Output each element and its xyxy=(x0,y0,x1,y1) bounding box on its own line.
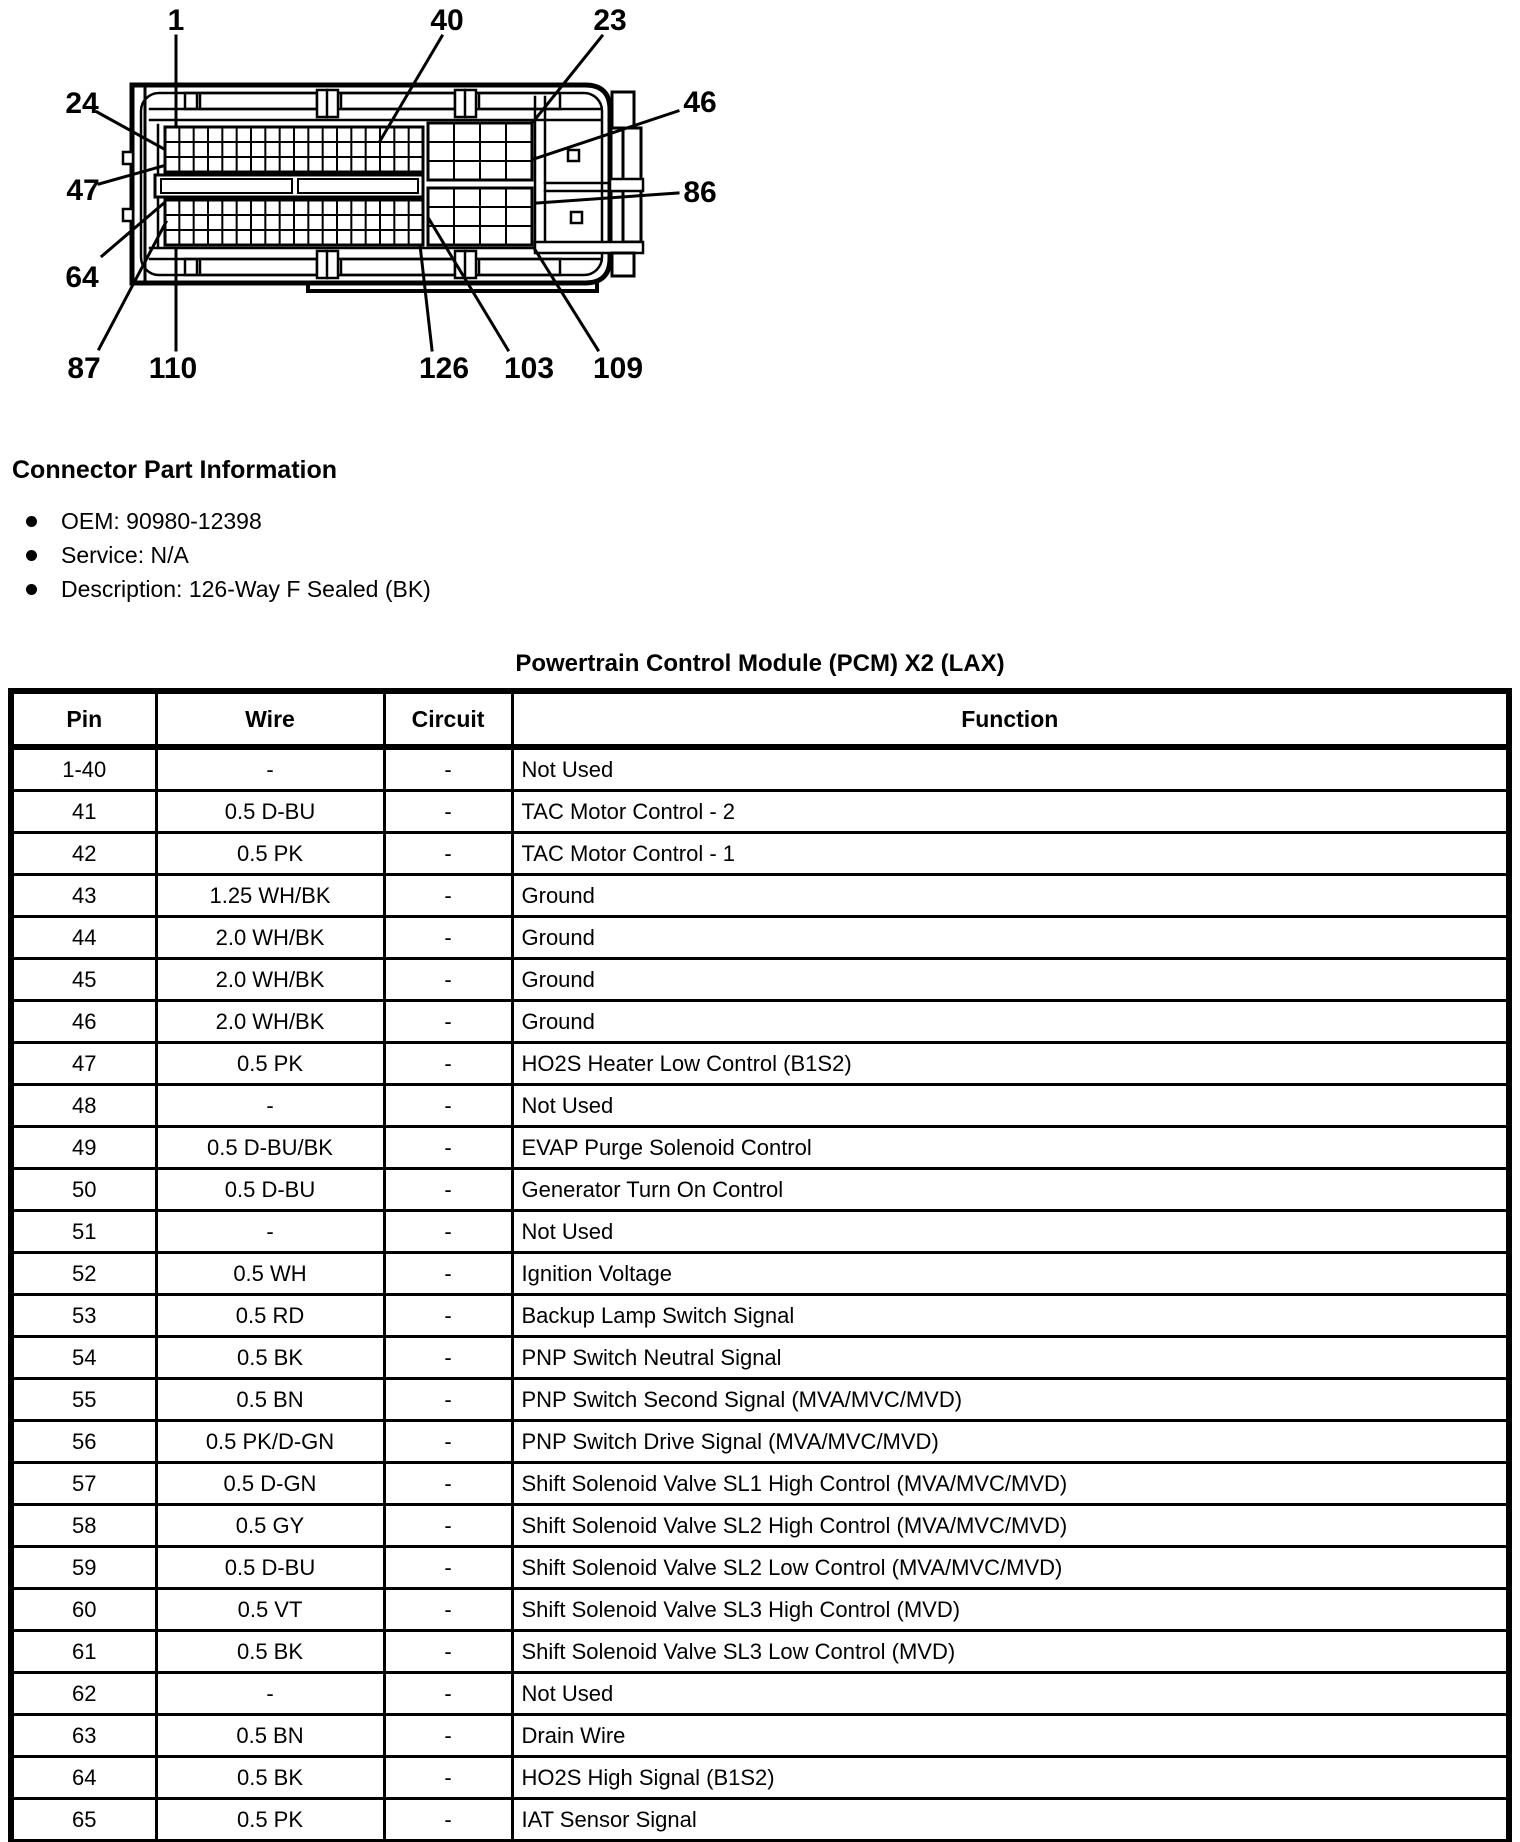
circuit-cell: - xyxy=(384,959,512,1001)
circuit-cell: - xyxy=(384,1547,512,1589)
pin-cell: 65 xyxy=(11,1799,156,1842)
function-cell: Not Used xyxy=(512,747,1509,791)
function-cell: TAC Motor Control - 1 xyxy=(512,833,1509,875)
wire-cell: 0.5 BN xyxy=(156,1715,384,1757)
pin-cell: 56 xyxy=(11,1421,156,1463)
wire-cell: 0.5 PK/D-GN xyxy=(156,1421,384,1463)
circuit-cell: - xyxy=(384,1799,512,1842)
pin-cell: 60 xyxy=(11,1589,156,1631)
circuit-cell: - xyxy=(384,1337,512,1379)
circuit-cell: - xyxy=(384,1505,512,1547)
function-cell: Drain Wire xyxy=(512,1715,1509,1757)
circuit-cell: - xyxy=(384,1001,512,1043)
pin-callout-label: 86 xyxy=(683,176,717,209)
table-row xyxy=(11,1295,1509,1337)
column-header-circuit: Circuit xyxy=(384,691,512,747)
circuit-cell: - xyxy=(384,1631,512,1673)
table-title: Powertrain Control Module (PCM) X2 (LAX) xyxy=(515,650,1005,677)
pin-callout-label: 103 xyxy=(503,352,555,385)
pin-cell: 54 xyxy=(11,1337,156,1379)
function-cell: PNP Switch Drive Signal (MVA/MVC/MVD) xyxy=(512,1421,1509,1463)
circuit-cell: - xyxy=(384,1673,512,1715)
circuit-cell: - xyxy=(384,917,512,959)
circuit-cell: - xyxy=(384,1127,512,1169)
pin-callout-label: 47 xyxy=(66,174,100,207)
column-header-function: Function xyxy=(512,691,1509,747)
part-info-text: Description: 126-Way F Sealed (BK) xyxy=(61,576,431,602)
pin-cell: 64 xyxy=(11,1757,156,1799)
pin-callout-label: 46 xyxy=(683,86,717,119)
bullet-icon xyxy=(26,516,37,527)
table-row xyxy=(11,959,1509,1001)
circuit-cell: - xyxy=(384,1589,512,1631)
pin-callout-label: 64 xyxy=(65,261,99,294)
pinout-table xyxy=(8,688,1512,1842)
table-row xyxy=(11,1673,1509,1715)
wire-cell: 0.5 BK xyxy=(156,1631,384,1673)
table-row xyxy=(11,747,1509,791)
function-cell: Shift Solenoid Valve SL1 High Control (MVA/MVC/MVD) xyxy=(512,1463,1509,1505)
pin-callout-label: 126 xyxy=(418,352,470,385)
table-row xyxy=(11,1547,1509,1589)
pin-cell: 47 xyxy=(11,1043,156,1085)
pin-cell: 53 xyxy=(11,1295,156,1337)
function-cell: Ground xyxy=(512,1001,1509,1043)
pin-cell: 62 xyxy=(11,1673,156,1715)
pin-cell: 48 xyxy=(11,1085,156,1127)
pin-cell: 59 xyxy=(11,1547,156,1589)
table-row xyxy=(11,1379,1509,1421)
function-cell: Shift Solenoid Valve SL3 Low Control (MVD) xyxy=(512,1631,1509,1673)
wire-cell: 0.5 PK xyxy=(156,1043,384,1085)
table-row xyxy=(11,1043,1509,1085)
pinout-table-body xyxy=(11,747,1509,1842)
pin-cell: 1-40 xyxy=(11,747,156,791)
pin-cell: 42 xyxy=(11,833,156,875)
function-cell: Ignition Voltage xyxy=(512,1253,1509,1295)
table-row xyxy=(11,1421,1509,1463)
pin-cell: 44 xyxy=(11,917,156,959)
part-info-item xyxy=(26,509,431,533)
wire-cell: - xyxy=(156,1673,384,1715)
table-row xyxy=(11,1211,1509,1253)
table-row xyxy=(11,1127,1509,1169)
function-cell: Not Used xyxy=(512,1211,1509,1253)
circuit-cell: - xyxy=(384,833,512,875)
wire-cell: 0.5 D-BU xyxy=(156,791,384,833)
function-cell: Backup Lamp Switch Signal xyxy=(512,1295,1509,1337)
function-cell: Ground xyxy=(512,875,1509,917)
wire-cell: - xyxy=(156,747,384,791)
pin-cell: 61 xyxy=(11,1631,156,1673)
bullet-icon xyxy=(26,550,37,561)
function-cell: Ground xyxy=(512,959,1509,1001)
table-row xyxy=(11,1505,1509,1547)
wire-cell: 0.5 GY xyxy=(156,1505,384,1547)
section-heading: Connector Part Information xyxy=(12,456,338,484)
table-row xyxy=(11,1337,1509,1379)
function-cell: EVAP Purge Solenoid Control xyxy=(512,1127,1509,1169)
table-row xyxy=(11,1463,1509,1505)
wire-cell: 0.5 WH xyxy=(156,1253,384,1295)
column-header-pin: Pin xyxy=(11,691,156,747)
pin-cell: 51 xyxy=(11,1211,156,1253)
part-info-item xyxy=(26,577,431,601)
connector-latch xyxy=(612,92,634,128)
function-cell: HO2S High Signal (B1S2) xyxy=(512,1757,1509,1799)
function-cell: Not Used xyxy=(512,1085,1509,1127)
wire-cell: 0.5 BN xyxy=(156,1379,384,1421)
function-cell: Shift Solenoid Valve SL2 Low Control (MVA/MVC/MVD) xyxy=(512,1547,1509,1589)
circuit-cell: - xyxy=(384,1379,512,1421)
pin-cell: 43 xyxy=(11,875,156,917)
circuit-cell: - xyxy=(384,791,512,833)
table-row xyxy=(11,791,1509,833)
function-cell: Shift Solenoid Valve SL2 High Control (MVA/MVC/MVD) xyxy=(512,1505,1509,1547)
function-cell: Ground xyxy=(512,917,1509,959)
wire-cell: 2.0 WH/BK xyxy=(156,959,384,1001)
table-row xyxy=(11,1589,1509,1631)
circuit-cell: - xyxy=(384,1211,512,1253)
table-row xyxy=(11,1631,1509,1673)
circuit-cell: - xyxy=(384,1757,512,1799)
pin-cell: 58 xyxy=(11,1505,156,1547)
wire-cell: 0.5 PK xyxy=(156,1799,384,1842)
function-cell: Not Used xyxy=(512,1673,1509,1715)
table-row xyxy=(11,1757,1509,1799)
circuit-cell: - xyxy=(384,1253,512,1295)
table-row xyxy=(11,1169,1509,1211)
pin-cell: 50 xyxy=(11,1169,156,1211)
circuit-cell: - xyxy=(384,1043,512,1085)
part-info-list xyxy=(26,509,431,611)
table-row xyxy=(11,833,1509,875)
part-info-item xyxy=(26,543,431,567)
table-row xyxy=(11,1001,1509,1043)
pin-cell: 41 xyxy=(11,791,156,833)
table-row xyxy=(11,1715,1509,1757)
pin-cell: 55 xyxy=(11,1379,156,1421)
wire-cell: 0.5 BK xyxy=(156,1337,384,1379)
connector-diagram xyxy=(0,0,760,400)
wire-cell: 0.5 D-BU/BK xyxy=(156,1127,384,1169)
pin-cell: 52 xyxy=(11,1253,156,1295)
wire-cell: 1.25 WH/BK xyxy=(156,875,384,917)
table-row xyxy=(11,1799,1509,1842)
pin-callout-label: 87 xyxy=(67,352,101,385)
wire-cell: 0.5 D-BU xyxy=(156,1169,384,1211)
part-info-text: Service: N/A xyxy=(61,542,189,568)
wire-cell: - xyxy=(156,1085,384,1127)
circuit-cell: - xyxy=(384,1715,512,1757)
wire-cell: 2.0 WH/BK xyxy=(156,917,384,959)
function-cell: Shift Solenoid Valve SL3 High Control (MVD) xyxy=(512,1589,1509,1631)
wire-cell: 0.5 PK xyxy=(156,833,384,875)
wire-cell: - xyxy=(156,1211,384,1253)
pin-callout-label: 24 xyxy=(65,87,99,120)
function-cell: PNP Switch Neutral Signal xyxy=(512,1337,1509,1379)
pin-cell: 46 xyxy=(11,1001,156,1043)
table-row xyxy=(11,1085,1509,1127)
circuit-cell: - xyxy=(384,1085,512,1127)
table-header-row xyxy=(11,691,1509,747)
table-row xyxy=(11,1253,1509,1295)
pin-cell: 49 xyxy=(11,1127,156,1169)
bullet-icon xyxy=(26,584,37,595)
circuit-cell: - xyxy=(384,1463,512,1505)
function-cell: PNP Switch Second Signal (MVA/MVC/MVD) xyxy=(512,1379,1509,1421)
wire-cell: 2.0 WH/BK xyxy=(156,1001,384,1043)
circuit-cell: - xyxy=(384,1421,512,1463)
pin-callout-label: 40 xyxy=(430,4,464,37)
circuit-cell: - xyxy=(384,747,512,791)
circuit-cell: - xyxy=(384,875,512,917)
pin-cell: 57 xyxy=(11,1463,156,1505)
circuit-cell: - xyxy=(384,1295,512,1337)
table-row xyxy=(11,875,1509,917)
pin-callout-label: 23 xyxy=(593,4,627,37)
pin-cell: 45 xyxy=(11,959,156,1001)
function-cell: IAT Sensor Signal xyxy=(512,1799,1509,1842)
pin-cell: 63 xyxy=(11,1715,156,1757)
part-info-text: OEM: 90980-12398 xyxy=(61,508,262,534)
circuit-cell: - xyxy=(384,1169,512,1211)
function-cell: Generator Turn On Control xyxy=(512,1169,1509,1211)
wire-cell: 0.5 D-BU xyxy=(156,1547,384,1589)
wire-cell: 0.5 BK xyxy=(156,1757,384,1799)
pin-callout-label: 110 xyxy=(148,352,198,385)
pin-callout-label: 109 xyxy=(592,352,644,385)
table-row xyxy=(11,917,1509,959)
function-cell: HO2S Heater Low Control (B1S2) xyxy=(512,1043,1509,1085)
wire-cell: 0.5 RD xyxy=(156,1295,384,1337)
function-cell: TAC Motor Control - 2 xyxy=(512,791,1509,833)
column-header-wire: Wire xyxy=(156,691,384,747)
pin-callout-label: 1 xyxy=(167,4,185,37)
wire-cell: 0.5 VT xyxy=(156,1589,384,1631)
wire-cell: 0.5 D-GN xyxy=(156,1463,384,1505)
